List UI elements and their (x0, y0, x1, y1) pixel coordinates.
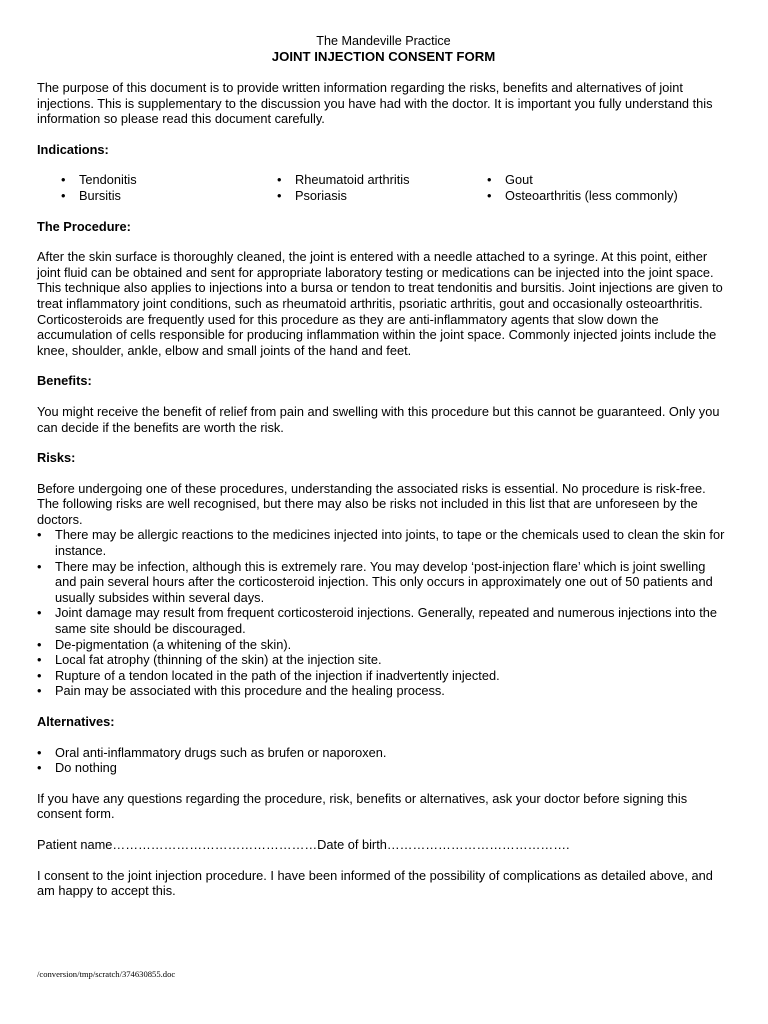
risks-heading: Risks: (37, 450, 76, 466)
file-path-footer: /conversion/tmp/scratch/374630855.doc (37, 969, 176, 979)
risk-item: • Local fat atrophy (thinning of the skin) at the injection site. (37, 652, 730, 668)
risk-item: • Joint damage may result from frequent corticosteroid injections. Generally, repeated and numerous injections into the same site should be discouraged. (37, 605, 730, 636)
risk-item: • Pain may be associated with this procedure and the healing process. (37, 683, 730, 699)
benefits-heading: Benefits: (37, 373, 92, 389)
practice-name: The Mandeville Practice (316, 34, 451, 48)
risk-item: • There may be allergic reactions to the medicines injected into joints, to tape or the chemicals used to clean the skin for instance. (37, 527, 730, 558)
indications-column (277, 172, 487, 203)
consent-form-page (37, 33, 730, 899)
indications-column (487, 172, 678, 203)
indication-item: • Gout (487, 172, 678, 188)
indication-item: • Osteoarthritis (less commonly) (487, 188, 678, 204)
indication-item: • Psoriasis (277, 188, 487, 204)
alternative-item: • Do nothing (37, 760, 730, 776)
indication-item: • Tendonitis (61, 172, 277, 188)
alternatives-heading: Alternatives: (37, 714, 115, 729)
patient-details-line: Patient name…………………………………………Date of birth……………………………………. (37, 836, 570, 852)
benefits-paragraph: You might receive the benefit of relief from pain and swelling with this procedure but this cannot be guaranteed. Only you can decide if the benefits are worth the risk. (37, 403, 720, 435)
risk-item: • Rupture of a tendon located in the path of the injection if inadvertently injected. (37, 668, 730, 684)
alternative-item: • Oral anti-inflammatory drugs such as brufen or naporoxen. (37, 745, 730, 761)
consent-statement: I consent to the joint injection procedure. I have been informed of the possibility of complications as detailed above, and am happy to accept this. (37, 867, 713, 899)
questions-paragraph: If you have any questions regarding the procedure, risk, benefits or alternatives, ask your doctor before signing this consent form. (37, 790, 688, 822)
procedure-paragraph: After the skin surface is thoroughly cleaned, the joint is entered with a needle attached to a syringe. At this point, either joint fluid can be obtained and sent for appropriate laboratory testing or medications can be injected into the joint space. This technique also applies to injections into a bursa or tendon to treat tendonitis and bursitis. Joint injections are given to treat inflammatory joint conditions, such as rheumatoid arthritis, psoriatic arthritis, gout and occasionally osteoarthritis. Corticosteroids are frequently used for this procedure as they are anti-inflammatory agents that slow down the accumulation of cells responsible for producing inflammation within the joint space. Commonly injected joints include the knee, shoulder, ankle, elbow and small joints of the hand and feet. (37, 249, 723, 358)
form-title: JOINT INJECTION CONSENT FORM (271, 49, 496, 64)
risks-intro-paragraph: Before undergoing one of these procedures, understanding the associated risks is essential. No procedure is risk-free. The following risks are well recognised, but there may also be risks not included in this list that are unforeseen by the doctors. (37, 480, 706, 527)
risk-item: • De-pigmentation (a whitening of the skin). (37, 637, 730, 653)
indications-heading: Indications: (37, 141, 109, 157)
risk-item: • There may be infection, although this is extremely rare. You may develop ‘post-injection flare’ which is joint swelling and pain several hours after the corticosteroid injection. This only occurs in approximately one out of 50 patients and usually subsides within several days. (37, 559, 730, 606)
indication-item: • Rheumatoid arthritis (277, 172, 487, 188)
intro-paragraph: The purpose of this document is to provide written information regarding the risks, benefits and alternatives of joint injections. This is supplementary to the discussion you have had with the doctor. It is important you fully understand this information so please read this document carefully. (37, 80, 713, 127)
indications-list (61, 172, 730, 203)
procedure-heading: The Procedure: (37, 218, 131, 234)
indication-item: • Bursitis (61, 188, 277, 204)
risks-list (37, 527, 730, 699)
alternatives-list (37, 745, 730, 776)
indications-column (61, 172, 277, 203)
